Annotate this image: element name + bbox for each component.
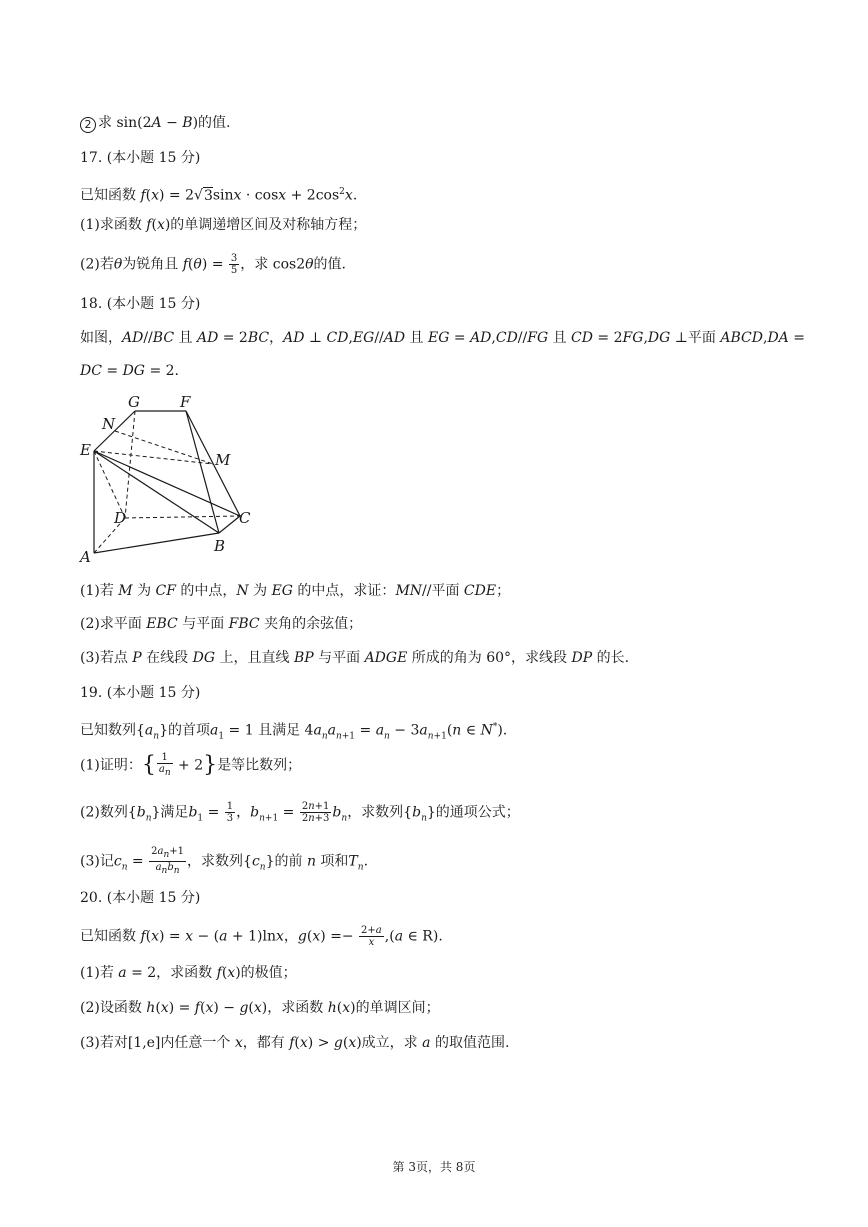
q19-part2: (2)数列$\{b_n\}$满足$b_1$ = $\frac{1}{3}$ ，$b_{n+1}$ = $\frac{2n+1}{2n+3}$ $b_n$，求数列$\{b_n\}$的通项公式； bbox=[80, 801, 520, 824]
figure-label-d: D bbox=[114, 509, 127, 527]
figure-label-b: B bbox=[214, 537, 226, 555]
figure-label-m: M bbox=[215, 451, 231, 469]
figure-label-c: C bbox=[239, 509, 251, 527]
q18-header: 18. (本小题 15 分) bbox=[80, 296, 201, 312]
figure-label-a: A bbox=[80, 548, 91, 566]
q17-part2: (2)若θ为锐角且 f(θ) = $\frac{3}{5}$ ，求 cos2θ的值. bbox=[80, 253, 346, 276]
q18-part2: (2)求平面 EBC 与平面 FBC 夹角的余弦值； bbox=[80, 616, 363, 632]
circled-number: 2 bbox=[80, 117, 96, 133]
q18-stem-line1: 如图，AD//BC 且 AD = 2BC，AD ⊥ CD,EG//AD 且 EG = AD,CD//FG 且 CD = 2FG,DG ⊥平面 ABCD,DA = bbox=[80, 330, 805, 346]
q20-part3: (3)若对[1,e]内任意一个 x，都有 f(x) > g(x)成立，求 a 的取值范围. bbox=[80, 1035, 510, 1051]
q19-part3: (3)记$c_n$ = $\frac{2a_n+1}{a_nb_n}$ ，求数列$\{c_n\}$的前 n 项和$T_n$. bbox=[80, 846, 369, 876]
q19-header: 19. (本小题 15 分) bbox=[80, 685, 201, 701]
q19-stem: 已知数列$\{a_n\}$的首项$a_1 = 1$ 且满足 $4a_na_{n+1} = a_n - 3a_{n+1}(n$ ∈ N*). bbox=[80, 722, 508, 742]
figure-label-g: G bbox=[128, 393, 140, 411]
q19-part1: (1)证明：{ $\frac{1}{a_n}$ + 2}是等比数列； bbox=[80, 752, 302, 778]
q17-part1: (1)求函数 f(x)的单调递增区间及对称轴方程； bbox=[80, 217, 367, 233]
q16-part2: 2 求 sin(2A − B)的值. bbox=[80, 113, 231, 133]
figure-label-e: E bbox=[80, 441, 91, 459]
q18-part3: (3)若点 P 在线段 DG 上，且直线 BP 与平面 ADGE 所成的角为 60°，求线段 DP 的长. bbox=[80, 650, 630, 666]
geometry-figure bbox=[76, 392, 266, 567]
figure-label-f: F bbox=[180, 393, 191, 411]
q17-header: 17. (本小题 15 分) bbox=[80, 150, 201, 166]
figure-label-n: N bbox=[102, 415, 116, 433]
q18-stem-line2: DC = DG = 2. bbox=[80, 363, 179, 379]
q20-stem: 已知函数 f(x) = x − (a + 1)lnx，g(x) =− $\frac{2+a}{x}$ ,(a ∈ R). bbox=[80, 925, 443, 948]
q18-part1: (1)若 M 为 CF 的中点，N 为 EG 的中点，求证：MN//平面 CDE； bbox=[80, 583, 511, 599]
q20-part1: (1)若 a = 2，求函数 f(x)的极值； bbox=[80, 965, 297, 981]
q20-part2: (2)设函数 h(x) = f(x) − g(x)，求函数 h(x)的单调区间； bbox=[80, 1000, 440, 1016]
page-footer: 第 3页，共 8页 bbox=[392, 1160, 476, 1174]
q20-header: 20. (本小题 15 分) bbox=[80, 890, 201, 906]
q17-stem: 已知函数 $f(x) = 2√3\sin x \cdot \cos x + 2\cos^2x$. bbox=[80, 187, 358, 204]
